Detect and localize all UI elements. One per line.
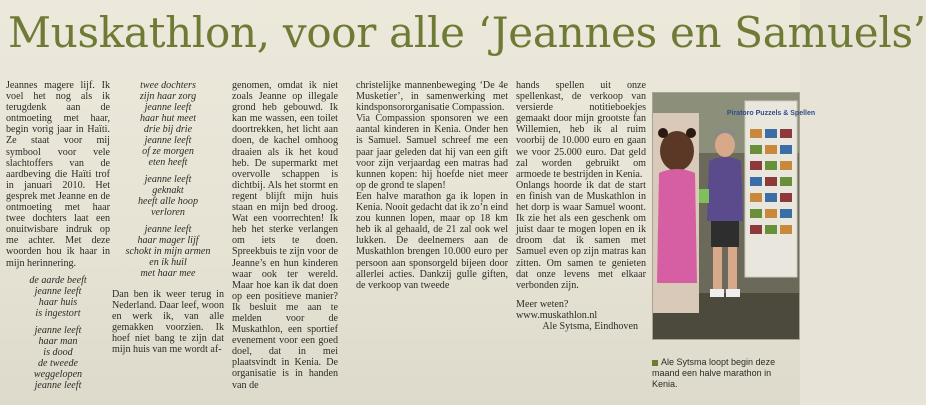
poem-stanza — [6, 325, 110, 391]
poem-line: de tweede — [37, 357, 79, 369]
poem-line: de aarde beeft — [29, 274, 87, 286]
poem-line: is dood — [43, 346, 73, 358]
poem-line: zijn haar zorg — [139, 91, 197, 102]
poem-line: geknakt — [152, 185, 184, 196]
poem-line: heeft alle hoop — [138, 196, 198, 207]
caption-marker-icon — [652, 360, 658, 366]
paragraph: genomen, omdat ik niet zoals Jeanne op illegale grond heb gebouwd. Ik kan me wassen, een toilet doortrekken, het licht aan doen, de kachel omhoog draaien als ik het koud heb. De supermarkt met overvolle schappen is dichtbij. Als het stormt en regent blijft mijn huis staan en mijn bed droog. Wat een voorrechten! Ik heb het sterke verlangen om iets te doen. Spreekbuis te zijn voor de Jeanne’s en hun kinderen waar ook ter wereld. Maar hoe kan ik dat doen op een positieve manier? Ik besluit me aan te melden voor de Muskathlon, een sportief evenement voor een goed doel, dat in mei plaatsvindt in Kenia. De organisatie is in handen van de — [232, 80, 338, 391]
paragraph: christelijke mannenbeweging ‘De 4e Musketier’, in samenwerking met kindsponsororganisatie Compassion. — [356, 80, 508, 114]
column-5 — [516, 80, 646, 398]
column-2 — [112, 80, 224, 398]
girl-figure — [653, 113, 699, 313]
poem-line: jeanne leeft — [144, 224, 192, 235]
poem-line: schokt in mijn armen — [125, 246, 211, 257]
poem-line: verloren — [151, 207, 185, 218]
poem-line: is ingestort — [35, 307, 81, 319]
paragraph: Een halve marathon ga ik lopen in Kenia. Nooit gedacht dat ik zo’n eind zou kunnen lopen, maar op 18 km heb ik al gehaald, de 21 zal ook wel lukken. De deelnemers aan de Muskathlon brengen 10.000 euro per persoon aan sponsorgeld bijeen door allerlei acties. Dankzij gulle giften, de verkoop van tweede — [356, 190, 508, 291]
poem-line: eten heeft — [148, 157, 188, 168]
website-link[interactable]: www.muskathlon.nl — [516, 309, 598, 321]
poem-line: haar hut meet — [139, 113, 197, 124]
poem-line: jeanne leeft — [34, 324, 82, 336]
intro-paragraph: Jeannes magere lijf. Ik voel het nog als ik terugdenk aan de ontmoeting met haar, begin vorig jaar in Haïti. Ze staat voor mij symbool voor vele slachtoffers van de aardbeving die Haïti trof in januari 2010. Het gesprek met Jeanne en de ontmoeting met haar twee dochters laat een onuitwisbare indruk op me achter. Met deze woorden hou ik haar in mijn herinnering. — [6, 80, 110, 269]
photo-caption — [652, 357, 798, 401]
poem-line: haar man — [38, 335, 78, 347]
poem-line: met haar mee — [140, 268, 196, 279]
article-headline: Muskathlon, voor alle ‘Jeannes en Samuels’ — [8, 8, 926, 57]
poem-line: en ik huil — [149, 257, 187, 268]
poem-line: weggelopen — [33, 368, 83, 380]
poem-line: jeanne leeft — [34, 285, 82, 297]
author-byline: Ale Sytsma, Eindhoven — [542, 320, 638, 332]
poem-line: jeanne leeft — [34, 379, 82, 391]
poem-line: jeanne leeft — [144, 174, 192, 185]
paragraph: hands spellen uit onze spellenkast, de verkoop van versierde notitieboekjes gemaakt door mijn grootste fan Willemien, heb ik al ruim voorbij de 10.000 euro en gaan we voor 25.000 euro. Dat geld zal worden gebruikt om armoede te bestrijden in Kenia. — [516, 80, 646, 180]
poem-line: haar mager lijf — [137, 235, 199, 246]
article-footer — [516, 299, 646, 332]
article-photo — [652, 92, 816, 340]
more-info-label: Meer weten? — [516, 298, 569, 310]
poem-stanza — [112, 224, 224, 279]
poem-stanza — [112, 80, 224, 168]
poem-stanza — [6, 275, 110, 319]
poem-stanza — [112, 174, 224, 218]
poem-line: of ze morgen — [142, 146, 194, 157]
poem-line: jeanne leeft — [144, 135, 192, 146]
column-4 — [356, 80, 508, 398]
poem-part-2 — [112, 80, 224, 279]
photo-illustration — [653, 93, 816, 339]
poem-line: jeanne leeft — [144, 102, 192, 113]
caption-text: Ale Sytsma loopt begin deze maand een halve marathon in Kenia. — [652, 357, 776, 389]
column-1 — [6, 80, 110, 398]
paragraph: Dan ben ik weer terug in Nederland. Daar leef, woon en werk ik, van alle gemakken voorzien. Ik hoef niet bang te zijn dat mijn huis van me wordt af- — [112, 289, 224, 356]
poem-line: drie bij drie — [143, 124, 193, 135]
column-3 — [232, 80, 338, 398]
paragraph: Onlangs hoorde ik dat de start en finish van de Muskathlon in het dorp is waar Samuel woont. Ik zie het als een geschenk om juist daar te mogen lopen en ik droom dat ik samen met Samuel even op zijn matras kan zitten. Om samen te genieten dat onze levens met elkaar verbonden zijn. — [516, 179, 646, 291]
poem-line: haar huis — [38, 296, 78, 308]
poster-text: Piratoro Puzzels & Spellen — [726, 110, 816, 117]
poem-line: twee dochters — [140, 80, 196, 91]
paragraph: Via Compassion sponsoren we een aantal kinderen in Kenia. Onder hen is Samuel. Samuel schreef me een paar jaar geleden dat hij van een gift voor zijn verjaardag een matras had kunnen kopen: hij hoefde niet meer op de grond te slapen! — [356, 113, 508, 191]
poem-part-1 — [6, 275, 110, 391]
